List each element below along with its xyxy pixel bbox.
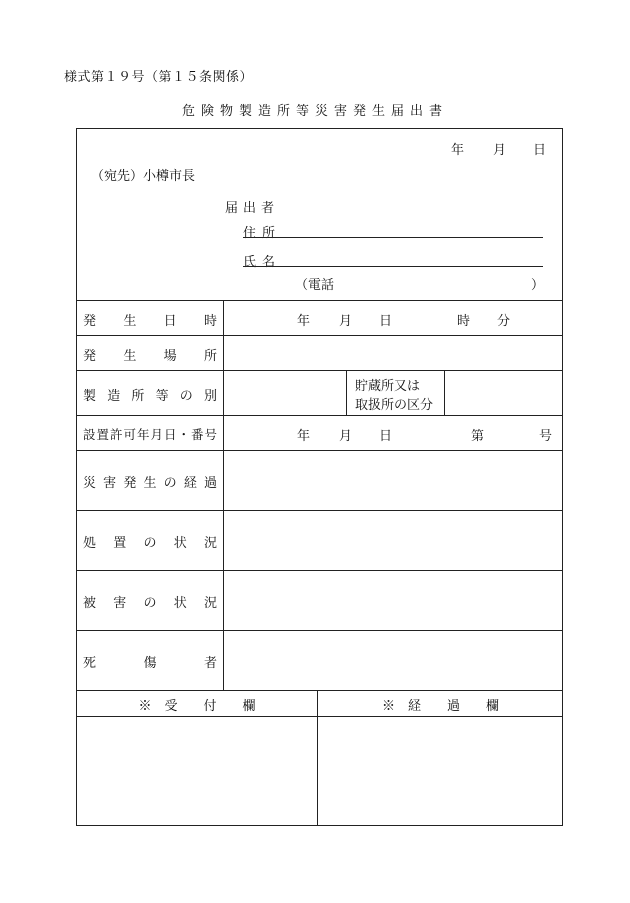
address-field[interactable] <box>243 237 543 238</box>
permit-month-label: 月 <box>339 429 353 444</box>
date-day-label: 日 <box>533 143 547 158</box>
address-label: 住所 <box>243 226 282 241</box>
rule <box>77 415 562 416</box>
measures-field[interactable] <box>224 511 563 570</box>
facility-sub-label-line1: 貯蔵所又は <box>355 379 421 394</box>
facility-type-field[interactable] <box>224 371 346 415</box>
progress-column-label: ※ 経 過 欄 <box>381 699 499 714</box>
facility-divider <box>346 370 347 415</box>
occurrence-day-label: 日 <box>379 314 393 329</box>
occurrence-place-field[interactable] <box>224 336 563 370</box>
damage-label: 被害の状況 <box>83 596 217 611</box>
permit-label: 設置許可年月日・番号 <box>83 427 217 442</box>
casualties-field[interactable] <box>224 631 563 690</box>
name-field[interactable] <box>243 266 543 267</box>
permit-no-prefix: 第 <box>471 429 485 444</box>
notifier-label: 届出者 <box>225 201 280 216</box>
facility-category-field[interactable] <box>445 371 563 415</box>
phone-close: ） <box>531 278 545 293</box>
casualties-label: 死傷者 <box>83 656 217 671</box>
permit-no-suffix: 号 <box>539 429 553 444</box>
occurrence-hour-label: 時 <box>457 314 471 329</box>
reception-field[interactable] <box>77 717 317 825</box>
occurrence-month-label: 月 <box>339 314 353 329</box>
occurrence-year-label: 年 <box>297 314 311 329</box>
reception-column-label: ※ 受 付 欄 <box>138 699 256 714</box>
date-month-label: 月 <box>493 143 507 158</box>
permit-day-label: 日 <box>379 429 393 444</box>
occurrence-place-label: 発生場所 <box>83 349 217 364</box>
name-label: 氏名 <box>243 255 282 270</box>
addressee: （宛先）小樽市長 <box>91 169 196 184</box>
form-title: 危険物製造所等災害発生届出書 <box>181 104 448 119</box>
damage-field[interactable] <box>224 571 563 630</box>
rule <box>77 300 562 301</box>
measures-label: 処置の状況 <box>83 536 217 551</box>
process-field[interactable] <box>224 451 563 510</box>
occurrence-datetime-label: 発生日時 <box>83 314 217 329</box>
form-table <box>76 128 563 826</box>
facility-sub-label-line2: 取扱所の区分 <box>355 398 434 413</box>
date-year-label: 年 <box>451 143 465 158</box>
progress-field[interactable] <box>318 717 563 825</box>
phone-open: （電話 <box>295 278 335 293</box>
process-label: 災害発生の経過 <box>83 476 217 491</box>
form-number: 様式第１９号（第１５条関係） <box>64 70 254 85</box>
rule <box>77 690 562 691</box>
occurrence-minute-label: 分 <box>497 314 511 329</box>
permit-year-label: 年 <box>297 429 311 444</box>
facility-type-label: 製造所等の別 <box>83 389 217 404</box>
